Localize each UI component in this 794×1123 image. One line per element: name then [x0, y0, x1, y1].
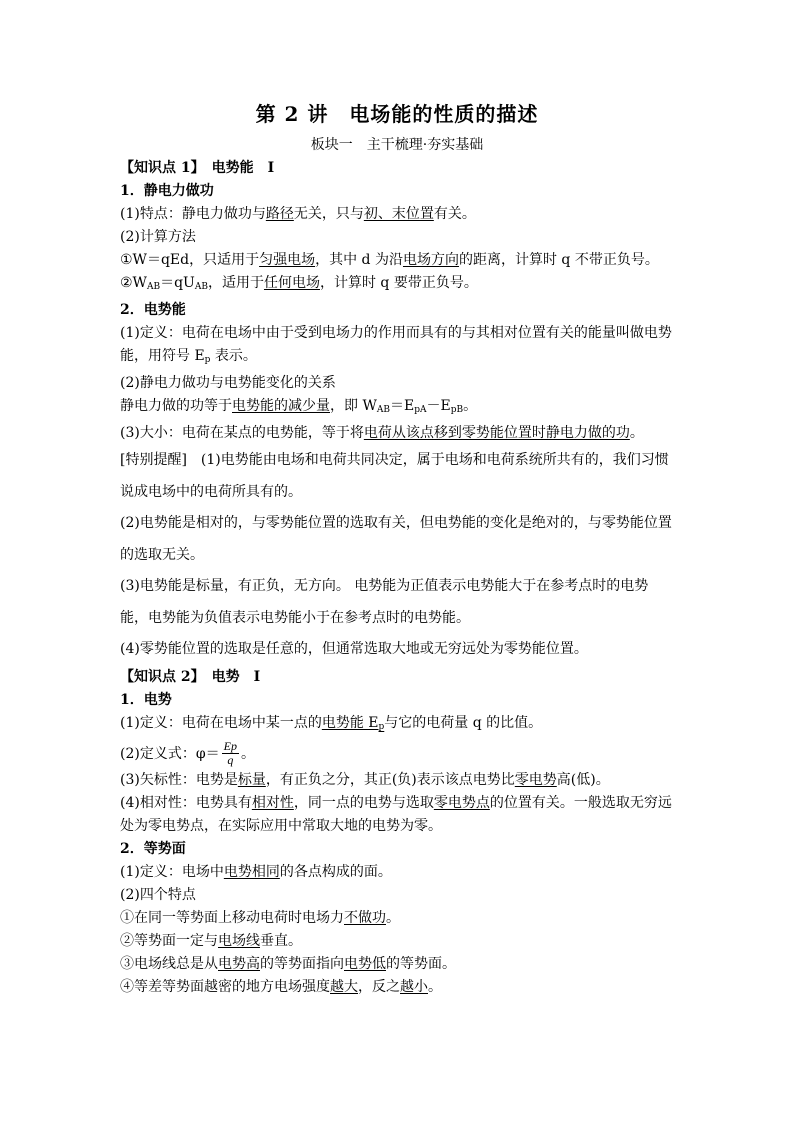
kp1-relation-line: 静电力做的功等于电势能的减少量，即 $W_{AB}=E_{pA}-E_{pB}$。: [120, 398, 478, 415]
kp2-scalar: (3)矢标性：电势是标量，有正负之分，其正(负)表示该点电势比零电势高(低)。: [120, 771, 610, 788]
kp2-formula: (2)定义式：φ＝ $\frac{Ep}{q}$ 。: [120, 739, 255, 767]
kp2-section-potential: 1．电势: [120, 691, 172, 708]
kp2-relativity: (4)相对性：电势具有相对性，同一点的电势与选取零电势点的位置有关。一般选取无穷远处为零电势点，在实际应用中常取大地的电势为零。: [120, 794, 672, 834]
kp1-tip-1: [特别提醒] (1)电势能由电场和电荷共同决定，属于电场和电荷系统所共有的，我们习惯说成电场中的电荷所具有的。: [120, 452, 669, 500]
kp1-tip-2: (2)电势能是相对的，与零势能位置的选取有关，但电势能的变化是绝对的，与零势能位置的选取无关。: [120, 515, 672, 563]
kp1-section-work: 1．静电力做功: [120, 183, 214, 199]
kp2-feature-3: ③电场线总是从电势高的等势面指向电势低的等势面。: [120, 955, 456, 972]
kp1-tip-4: (4)零势能位置的选取是任意的，但通常选取大地或无穷远处为零势能位置。: [120, 641, 588, 657]
section-subtitle: 板块一 主干梳理·夯实基础: [310, 137, 484, 153]
lecture-title: 第 2 讲 电场能的性质的描述: [255, 102, 539, 126]
kp1-calc-heading: (2)计算方法: [120, 229, 196, 245]
kp1-relation-heading: (2)静电力做功与电势能变化的关系: [120, 375, 336, 391]
kp2-section-equipotential: 2．等势面: [120, 840, 186, 857]
kp2-feature-2: ②等势面一定与电场线垂直。: [120, 932, 302, 949]
phi-fraction: $\frac{Ep}{q}$: [223, 739, 237, 767]
kp1-feature-line: (1)特点：静电力做功与路径无关，只与初、末位置有关。: [120, 206, 476, 222]
kp2-feature-1: ①在同一等势面上移动电荷时电场力不做功。: [120, 909, 400, 926]
kp1-calc-1: ①W＝qEd，只适用于匀强电场，其中 d 为沿电场方向的距离，计算时 q 不带正负号。: [120, 252, 659, 268]
kp2-eq-definition: (1)定义：电场中电势相同的各点构成的面。: [120, 863, 392, 880]
kp2-heading: 【知识点 2】 电势 Ⅰ: [120, 668, 261, 685]
kp1-heading: 【知识点 1】 电势能 Ⅰ: [120, 160, 275, 176]
kp2-definition: (1)定义：电荷在电场中某一点的电势能 $E_p$与它的电荷量 q 的比值。: [120, 714, 543, 732]
document-body: [120, 157, 676, 999]
kp1-definition: (1)定义：电荷在电场中由于受到电场力的作用而具有的与其相对位置有关的能量叫做电势能，用符号 $E_p$ 表示。: [120, 325, 672, 365]
kp1-section-potential-energy: 2．电势能: [120, 302, 186, 318]
kp1-tip-3: (3)电势能是标量，有正负，无方向。 电势能为正值表示电势能大于在参考点时的电势能，电势能为负值表示电势能小于在参考点时的电势能。: [120, 578, 649, 626]
kp1-magnitude: (3)大小：电荷在某点的电势能，等于将电荷从该点移到零势能位置时静电力做的功。: [120, 425, 644, 441]
kp1-calc-2: $②W_{AB}=qU_{AB}$，适用于任何电场，计算时 q 要带正负号。: [120, 275, 478, 292]
kp2-four-features: (2)四个特点: [120, 886, 196, 903]
kp2-feature-4: ④等差等势面越密的地方电场强度越大，反之越小。: [120, 978, 442, 995]
